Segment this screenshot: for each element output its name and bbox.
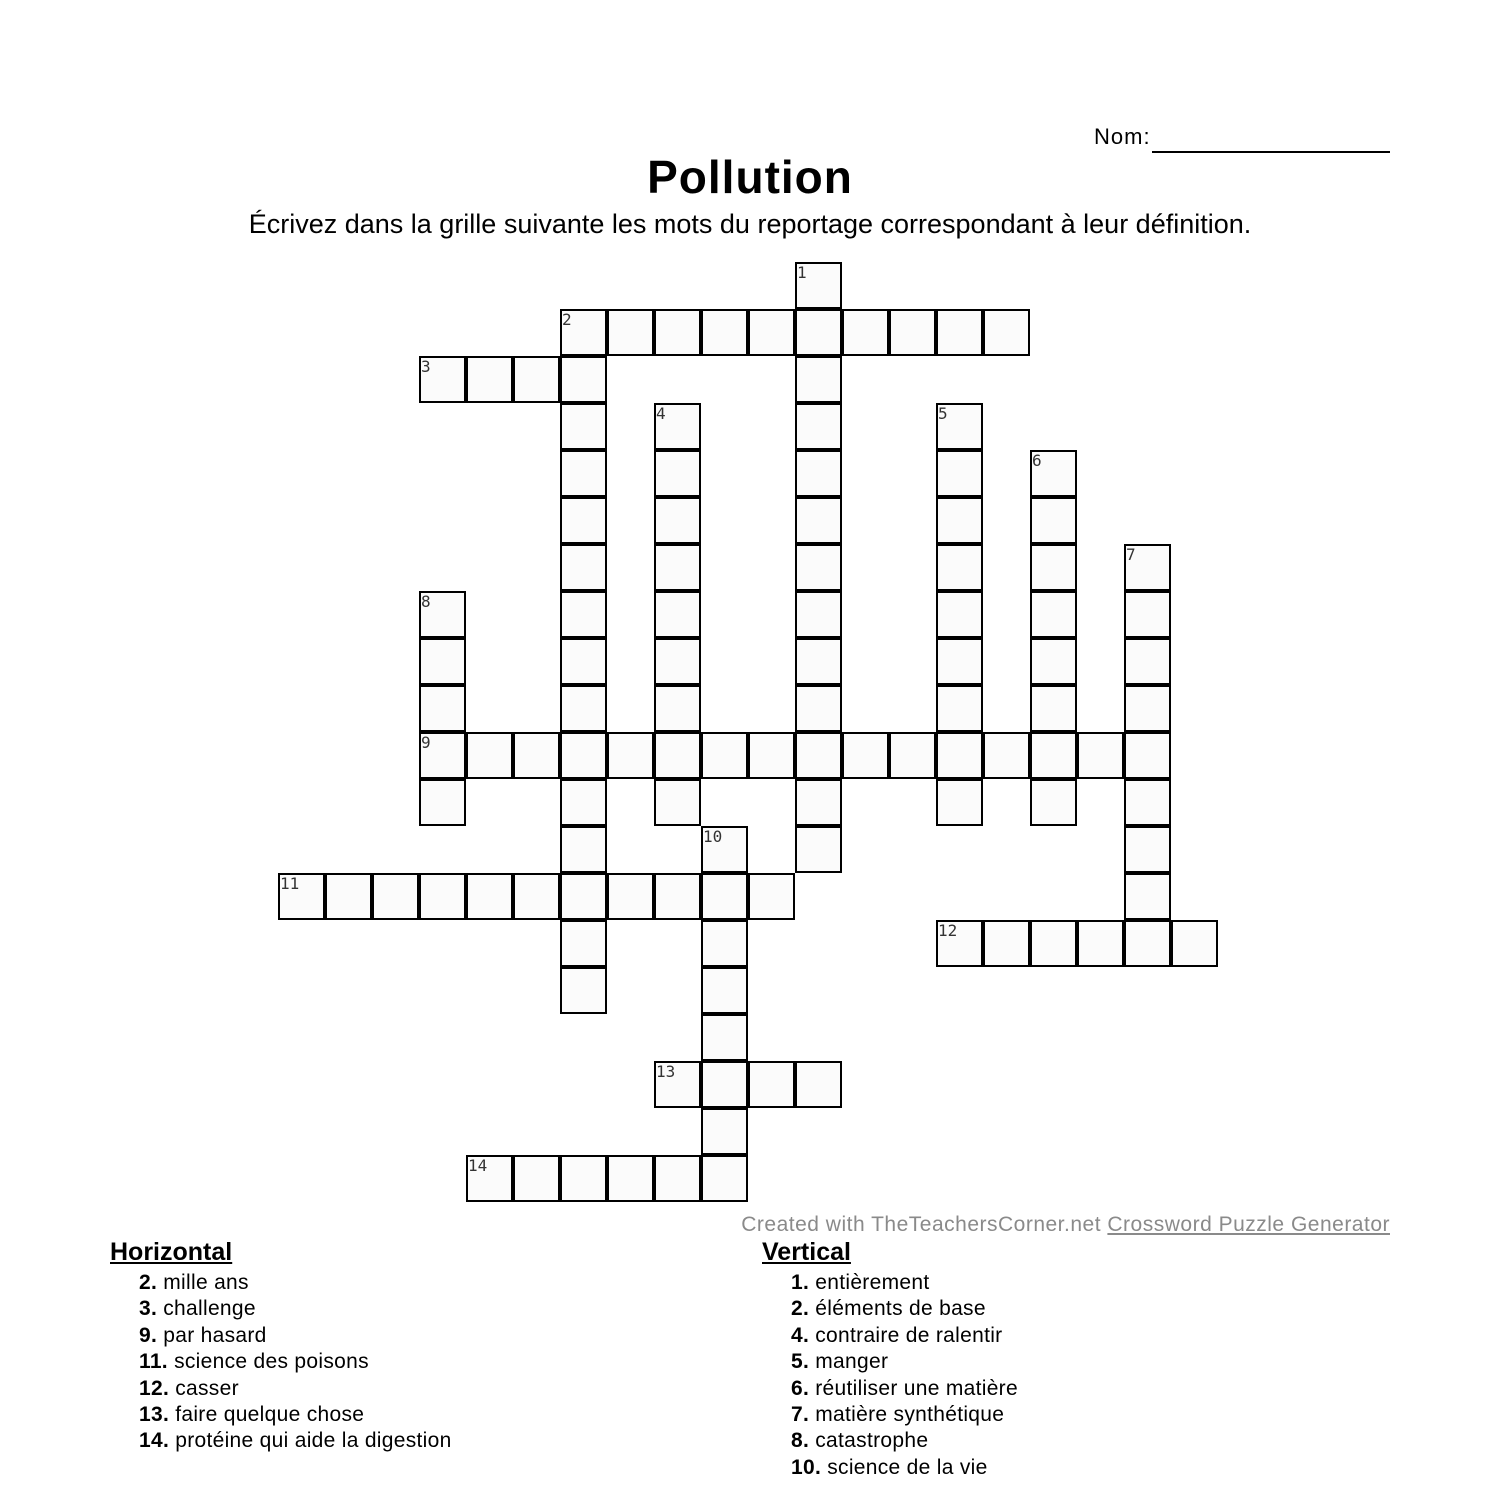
- cell-number: 10: [703, 827, 723, 846]
- grid-cell[interactable]: [513, 732, 560, 779]
- grid-cell[interactable]: [795, 1061, 842, 1108]
- grid-cell[interactable]: [513, 873, 560, 920]
- clue-item: [139, 1349, 452, 1375]
- grid-cell[interactable]: [654, 1155, 701, 1202]
- cell-number: 2: [562, 310, 572, 329]
- grid-cell[interactable]: [654, 497, 701, 544]
- clue-text: par hasard: [157, 1323, 267, 1347]
- clue-item: [139, 1428, 452, 1454]
- grid-cell[interactable]: [560, 403, 607, 450]
- grid-cell[interactable]: [1124, 685, 1171, 732]
- cell-number: 8: [421, 592, 431, 611]
- cell-number: 9: [421, 733, 431, 752]
- clue-number: 10.: [791, 1455, 822, 1479]
- clue-text: faire quelque chose: [169, 1402, 365, 1426]
- grid-cell[interactable]: [1124, 826, 1171, 873]
- clue-text: mille ans: [157, 1271, 249, 1294]
- grid-cell[interactable]: [1030, 685, 1077, 732]
- grid-cell[interactable]: [936, 920, 983, 967]
- clue-text: matière synthétique: [809, 1402, 1005, 1426]
- grid-cell[interactable]: [1030, 591, 1077, 638]
- grid-cell[interactable]: [795, 356, 842, 403]
- grid-cell[interactable]: [936, 638, 983, 685]
- grid-cell[interactable]: [701, 732, 748, 779]
- grid-cell[interactable]: [889, 309, 936, 356]
- grid-cell[interactable]: [748, 732, 795, 779]
- grid-cell[interactable]: [983, 309, 1030, 356]
- grid-cell[interactable]: [419, 685, 466, 732]
- grid-cell[interactable]: [748, 873, 795, 920]
- clue-number: 12.: [139, 1376, 170, 1400]
- grid-cell[interactable]: [1030, 732, 1077, 779]
- vertical-clues: [762, 1238, 1018, 1481]
- grid-cell[interactable]: [936, 732, 983, 779]
- name-label: Nom:: [1094, 124, 1151, 149]
- grid-cell[interactable]: [654, 779, 701, 826]
- grid-cell[interactable]: [795, 779, 842, 826]
- cell-number: 12: [938, 921, 958, 940]
- clue-number: 11.: [139, 1350, 168, 1374]
- grid-cell[interactable]: [701, 920, 748, 967]
- clue-text: challenge: [157, 1297, 256, 1321]
- grid-cell[interactable]: [466, 1155, 513, 1202]
- grid-cell[interactable]: [701, 967, 748, 1014]
- clue-item: [791, 1376, 1018, 1402]
- grid-cell[interactable]: [654, 685, 701, 732]
- grid-cell[interactable]: [560, 638, 607, 685]
- clue-text: manger: [809, 1350, 889, 1374]
- grid-cell[interactable]: [1030, 779, 1077, 826]
- grid-cell[interactable]: [936, 779, 983, 826]
- grid-cell[interactable]: [419, 779, 466, 826]
- credit-text: Created with TheTeachersCorner.net: [741, 1213, 1108, 1236]
- grid-cell[interactable]: [560, 873, 607, 920]
- grid-cell[interactable]: [795, 450, 842, 497]
- grid-cell[interactable]: [1124, 920, 1171, 967]
- grid-cell[interactable]: [795, 497, 842, 544]
- grid-cell[interactable]: [701, 309, 748, 356]
- grid-cell[interactable]: [419, 873, 466, 920]
- cell-number: 4: [656, 404, 666, 423]
- grid-cell[interactable]: [560, 732, 607, 779]
- grid-cell[interactable]: [654, 1061, 701, 1108]
- cell-number: 6: [1032, 451, 1042, 470]
- clue-text: casser: [169, 1376, 239, 1400]
- grid-cell[interactable]: [795, 685, 842, 732]
- grid-cell[interactable]: [560, 544, 607, 591]
- grid-cell[interactable]: [795, 732, 842, 779]
- grid-cell[interactable]: [701, 873, 748, 920]
- grid-cell[interactable]: [748, 309, 795, 356]
- clue-number: 14.: [139, 1429, 170, 1453]
- cell-number: 3: [421, 357, 431, 376]
- grid-cell[interactable]: [748, 1061, 795, 1108]
- grid-cell[interactable]: [466, 356, 513, 403]
- grid-cell[interactable]: [701, 1155, 748, 1202]
- grid-cell[interactable]: [607, 732, 654, 779]
- grid-cell[interactable]: [701, 1108, 748, 1155]
- grid-cell[interactable]: [1077, 920, 1124, 967]
- cell-number: 11: [280, 874, 300, 893]
- clue-number: 7.: [791, 1402, 810, 1426]
- grid-cell[interactable]: [654, 873, 701, 920]
- clue-text: catastrophe: [809, 1429, 929, 1453]
- grid-cell[interactable]: [560, 685, 607, 732]
- grid-cell[interactable]: [936, 544, 983, 591]
- grid-cell[interactable]: [1030, 638, 1077, 685]
- horizontal-clue-list: [110, 1270, 452, 1455]
- grid-cell[interactable]: [795, 826, 842, 873]
- clue-item: [791, 1323, 1018, 1349]
- grid-cell[interactable]: [1124, 873, 1171, 920]
- cell-number: 13: [656, 1062, 676, 1081]
- credit: [741, 1213, 1390, 1237]
- grid-cell[interactable]: [325, 873, 372, 920]
- grid-cell[interactable]: [560, 1155, 607, 1202]
- grid-cell[interactable]: [795, 262, 842, 309]
- grid-cell[interactable]: [560, 450, 607, 497]
- grid-cell[interactable]: [560, 356, 607, 403]
- grid-cell[interactable]: [795, 309, 842, 356]
- grid-cell[interactable]: [560, 309, 607, 356]
- grid-cell[interactable]: [1124, 732, 1171, 779]
- clue-text: science de la vie: [821, 1455, 988, 1479]
- grid-cell[interactable]: [654, 638, 701, 685]
- clue-text: entièrement: [809, 1271, 930, 1294]
- grid-cell[interactable]: [654, 732, 701, 779]
- grid-cell[interactable]: [560, 967, 607, 1014]
- grid-cell[interactable]: [936, 497, 983, 544]
- grid-cell[interactable]: [560, 920, 607, 967]
- vertical-clue-list: [762, 1270, 1018, 1481]
- grid-cell[interactable]: [1030, 920, 1077, 967]
- grid-cell[interactable]: [1124, 779, 1171, 826]
- clue-item: [139, 1376, 452, 1402]
- grid-cell[interactable]: [560, 497, 607, 544]
- grid-cell[interactable]: [842, 309, 889, 356]
- clue-item: [791, 1402, 1018, 1428]
- horizontal-clues: [110, 1238, 452, 1455]
- clue-number: 13.: [139, 1402, 170, 1426]
- grid-cell[interactable]: [607, 873, 654, 920]
- grid-cell[interactable]: [372, 873, 419, 920]
- clue-number: 8.: [791, 1429, 810, 1453]
- grid-cell[interactable]: [419, 732, 466, 779]
- clue-text: réutiliser une matière: [809, 1376, 1018, 1400]
- grid-cell[interactable]: [701, 1014, 748, 1061]
- grid-cell[interactable]: [654, 591, 701, 638]
- cell-number: 14: [468, 1156, 488, 1175]
- grid-cell[interactable]: [1030, 497, 1077, 544]
- grid-cell[interactable]: [607, 309, 654, 356]
- horizontal-heading: Horizontal: [110, 1238, 233, 1266]
- grid-cell[interactable]: [701, 826, 748, 873]
- clue-number: 4.: [791, 1323, 810, 1347]
- grid-cell[interactable]: [513, 1155, 560, 1202]
- instructions: Écrivez dans la grille suivante les mots du reportage correspondant à leur définition.: [248, 209, 1252, 239]
- page-title: Pollution: [647, 151, 853, 203]
- grid-cell[interactable]: [654, 450, 701, 497]
- clue-item: [139, 1270, 452, 1296]
- grid-cell[interactable]: [1077, 732, 1124, 779]
- grid-cell[interactable]: [560, 779, 607, 826]
- grid-cell[interactable]: [842, 732, 889, 779]
- grid-cell[interactable]: [795, 638, 842, 685]
- clue-item: [139, 1402, 452, 1428]
- grid-cell[interactable]: [419, 591, 466, 638]
- grid-cell[interactable]: [1030, 450, 1077, 497]
- grid-cell[interactable]: [654, 544, 701, 591]
- grid-cell[interactable]: [936, 403, 983, 450]
- clue-item: [791, 1455, 1018, 1481]
- clue-item: [791, 1296, 1018, 1322]
- clue-text: science des poisons: [167, 1350, 369, 1374]
- clue-text: protéine qui aide la digestion: [169, 1429, 452, 1453]
- vertical-heading: Vertical: [762, 1238, 851, 1266]
- grid-cell[interactable]: [466, 873, 513, 920]
- grid-cell[interactable]: [1030, 544, 1077, 591]
- grid-cell[interactable]: [560, 826, 607, 873]
- cell-number: 5: [938, 404, 948, 423]
- clue-number: 2.: [791, 1297, 810, 1321]
- cell-number: 1: [797, 263, 807, 282]
- grid-cell[interactable]: [513, 356, 560, 403]
- grid-cell[interactable]: [936, 591, 983, 638]
- clue-item: [791, 1270, 1018, 1296]
- grid-cell[interactable]: [1124, 638, 1171, 685]
- clue-number: 9.: [139, 1323, 158, 1347]
- grid-cell[interactable]: [889, 732, 936, 779]
- grid-cell[interactable]: [1124, 591, 1171, 638]
- grid-cell[interactable]: [278, 873, 325, 920]
- clue-number: 2.: [139, 1271, 158, 1294]
- clue-number: 5.: [791, 1350, 810, 1374]
- clue-item: [791, 1349, 1018, 1375]
- grid-cell[interactable]: [983, 920, 1030, 967]
- clue-item: [139, 1323, 452, 1349]
- cell-number: 7: [1126, 545, 1136, 564]
- credit-link[interactable]: Crossword Puzzle Generator: [1107, 1213, 1390, 1236]
- grid-cell[interactable]: [654, 403, 701, 450]
- grid-cell[interactable]: [983, 732, 1030, 779]
- grid-cell[interactable]: [795, 591, 842, 638]
- grid-cell[interactable]: [419, 356, 466, 403]
- clue-number: 6.: [791, 1376, 810, 1400]
- grid-cell[interactable]: [795, 403, 842, 450]
- clue-item: [139, 1296, 452, 1322]
- clue-text: éléments de base: [809, 1297, 986, 1321]
- grid-cell[interactable]: [936, 685, 983, 732]
- grid-cell[interactable]: [607, 1155, 654, 1202]
- grid-cell[interactable]: [936, 309, 983, 356]
- clue-number: 3.: [139, 1297, 158, 1321]
- grid-cell[interactable]: [936, 450, 983, 497]
- grid-cell[interactable]: [701, 1061, 748, 1108]
- clue-item: [791, 1428, 1018, 1454]
- grid-cell[interactable]: [466, 732, 513, 779]
- grid-cell[interactable]: [795, 544, 842, 591]
- grid-cell[interactable]: [1124, 544, 1171, 591]
- grid-cell[interactable]: [1171, 920, 1218, 967]
- clue-text: contraire de ralentir: [809, 1323, 1003, 1347]
- grid-cell[interactable]: [654, 309, 701, 356]
- grid-cell[interactable]: [419, 638, 466, 685]
- clue-number: 1.: [791, 1271, 810, 1294]
- grid-cell[interactable]: [560, 591, 607, 638]
